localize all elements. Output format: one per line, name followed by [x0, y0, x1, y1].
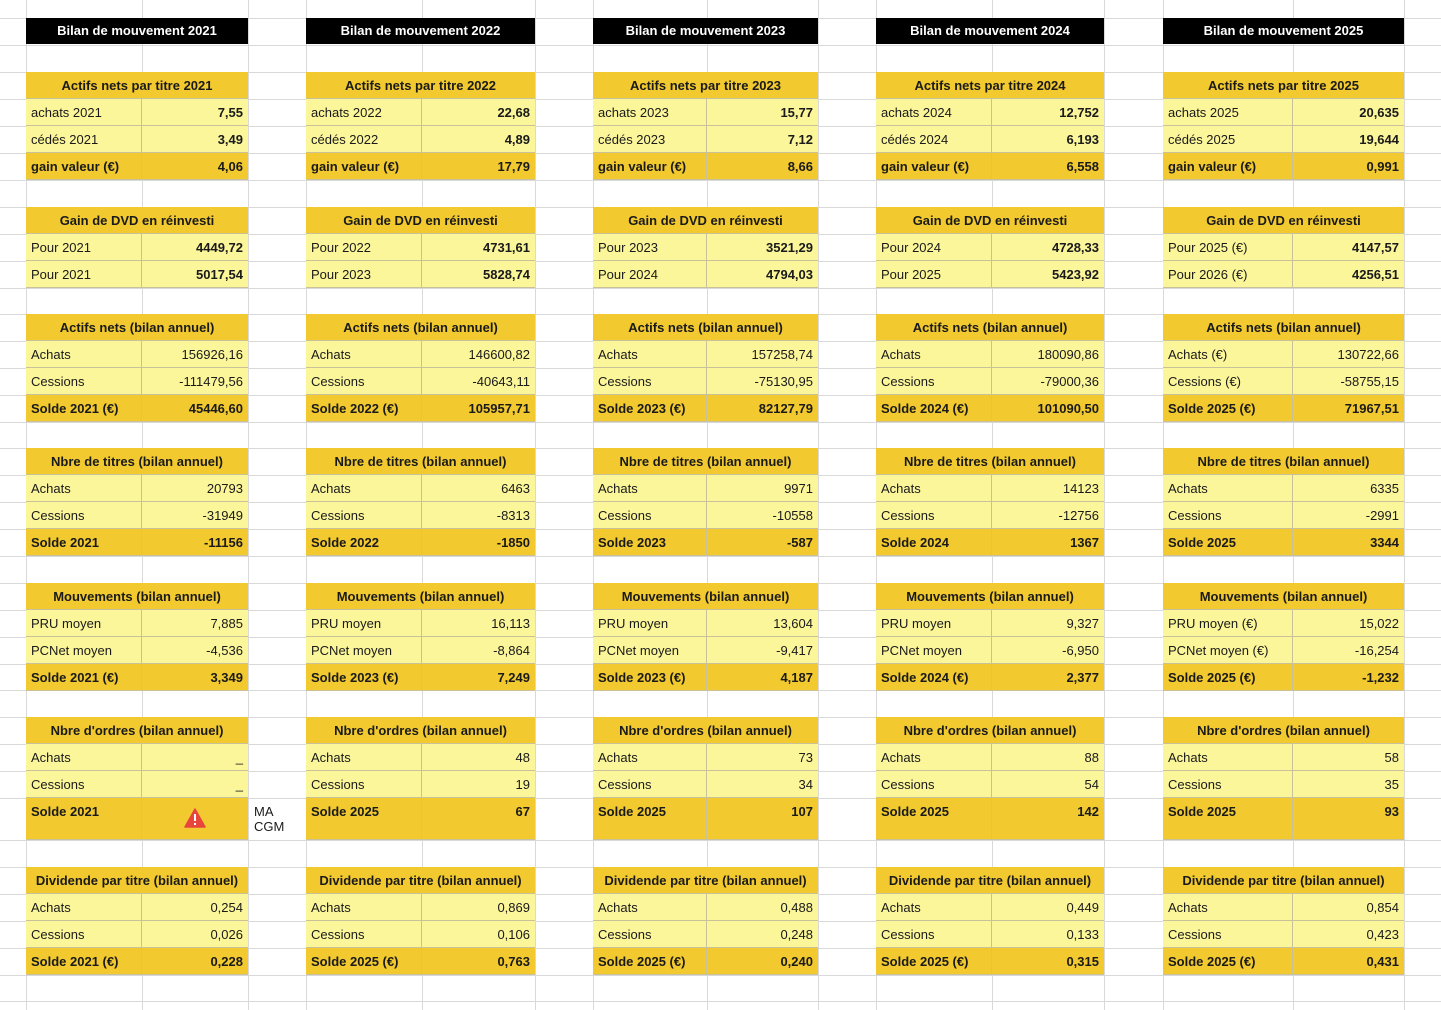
total-value[interactable]: -1850 — [422, 529, 535, 556]
row-value[interactable]: 0,854 — [1293, 894, 1404, 921]
row-label[interactable]: PRU moyen (€) — [1163, 610, 1293, 637]
section-title[interactable]: Dividende par titre (bilan annuel) — [593, 867, 818, 894]
total-label[interactable]: Solde 2024 (€) — [876, 395, 992, 422]
row-value[interactable]: -4,536 — [142, 637, 248, 664]
row-value[interactable]: 6,193 — [992, 126, 1104, 153]
row-value[interactable]: 9971 — [707, 475, 818, 502]
row-value[interactable]: 19 — [422, 771, 535, 798]
section-title[interactable]: Mouvements (bilan annuel) — [1163, 583, 1404, 610]
section-title[interactable]: Actifs nets (bilan annuel) — [593, 314, 818, 341]
section-title[interactable]: Nbre d'ordres (bilan annuel) — [26, 717, 248, 744]
section-title[interactable]: Dividende par titre (bilan annuel) — [26, 867, 248, 894]
row-value[interactable]: 73 — [707, 744, 818, 771]
total-label[interactable]: gain valeur (€) — [593, 153, 707, 180]
row-label[interactable]: Achats — [876, 894, 992, 921]
total-value[interactable]: 4,187 — [707, 664, 818, 691]
row-label[interactable]: Cessions — [306, 771, 422, 798]
row-value[interactable]: 5828,74 — [422, 261, 535, 288]
row-label[interactable]: PCNet moyen — [26, 637, 142, 664]
total-value[interactable]: 3,349 — [142, 664, 248, 691]
row-value[interactable]: 34 — [707, 771, 818, 798]
total-label[interactable]: Solde 2023 (€) — [593, 395, 707, 422]
row-label[interactable]: achats 2021 — [26, 99, 142, 126]
total-label[interactable]: Solde 2025 — [1163, 798, 1293, 840]
row-label[interactable]: Achats — [593, 475, 707, 502]
row-label[interactable]: Achats — [26, 744, 142, 771]
section-title[interactable]: Nbre d'ordres (bilan annuel) — [1163, 717, 1404, 744]
row-label[interactable]: Achats — [306, 744, 422, 771]
table-header[interactable]: Bilan de mouvement 2023 — [593, 18, 818, 44]
total-label[interactable]: Solde 2025 — [1163, 529, 1293, 556]
row-label[interactable]: Achats — [593, 744, 707, 771]
section-title[interactable]: Nbre de titres (bilan annuel) — [593, 448, 818, 475]
total-label[interactable]: gain valeur (€) — [26, 153, 142, 180]
total-label[interactable]: Solde 2025 (€) — [1163, 395, 1293, 422]
total-label[interactable]: Solde 2025 (€) — [1163, 664, 1293, 691]
row-value[interactable]: -75130,95 — [707, 368, 818, 395]
section-title[interactable]: Mouvements (bilan annuel) — [876, 583, 1104, 610]
section-title[interactable]: Mouvements (bilan annuel) — [26, 583, 248, 610]
row-value[interactable]: 180090,86 — [992, 341, 1104, 368]
row-label[interactable]: cédés 2025 — [1163, 126, 1293, 153]
section-title[interactable]: Dividende par titre (bilan annuel) — [876, 867, 1104, 894]
row-value[interactable]: 146600,82 — [422, 341, 535, 368]
total-value[interactable]: 6,558 — [992, 153, 1104, 180]
row-value[interactable]: 88 — [992, 744, 1104, 771]
row-label[interactable]: Cessions — [26, 368, 142, 395]
row-label[interactable]: achats 2025 — [1163, 99, 1293, 126]
row-value[interactable]: 35 — [1293, 771, 1404, 798]
total-value[interactable]: 2,377 — [992, 664, 1104, 691]
table-header[interactable]: Bilan de mouvement 2022 — [306, 18, 535, 44]
row-label[interactable]: Achats — [306, 475, 422, 502]
warning-icon[interactable] — [184, 808, 206, 828]
row-value[interactable]: -16,254 — [1293, 637, 1404, 664]
section-title[interactable]: Actifs nets par titre 2022 — [306, 72, 535, 99]
row-label[interactable]: Cessions — [593, 921, 707, 948]
row-value[interactable]: 7,12 — [707, 126, 818, 153]
row-label[interactable]: PCNet moyen — [306, 637, 422, 664]
total-value[interactable]: 0,991 — [1293, 153, 1404, 180]
row-value[interactable]: 6335 — [1293, 475, 1404, 502]
row-value[interactable]: 156926,16 — [142, 341, 248, 368]
section-title[interactable]: Actifs nets par titre 2024 — [876, 72, 1104, 99]
row-value[interactable]: 130722,66 — [1293, 341, 1404, 368]
total-label[interactable]: Solde 2025 — [876, 798, 992, 840]
table-header[interactable]: Bilan de mouvement 2021 — [26, 18, 248, 44]
row-value[interactable]: 6463 — [422, 475, 535, 502]
total-label[interactable]: Solde 2025 (€) — [1163, 948, 1293, 975]
total-value[interactable]: -587 — [707, 529, 818, 556]
section-title[interactable]: Gain de DVD en réinvesti — [26, 207, 248, 234]
total-label[interactable]: Solde 2021 — [26, 798, 142, 840]
section-title[interactable]: Dividende par titre (bilan annuel) — [1163, 867, 1404, 894]
section-title[interactable]: Nbre d'ordres (bilan annuel) — [876, 717, 1104, 744]
row-label[interactable]: Cessions — [26, 502, 142, 529]
section-title[interactable]: Actifs nets par titre 2021 — [26, 72, 248, 99]
section-title[interactable]: Nbre de titres (bilan annuel) — [26, 448, 248, 475]
row-label[interactable]: Achats — [306, 341, 422, 368]
total-value[interactable]: -11156 — [142, 529, 248, 556]
section-title[interactable]: Dividende par titre (bilan annuel) — [306, 867, 535, 894]
total-label[interactable]: Solde 2025 (€) — [593, 948, 707, 975]
row-label[interactable]: PRU moyen — [593, 610, 707, 637]
section-title[interactable]: Actifs nets par titre 2025 — [1163, 72, 1404, 99]
row-label[interactable]: cédés 2022 — [306, 126, 422, 153]
total-label[interactable]: Solde 2025 (€) — [306, 948, 422, 975]
row-value[interactable]: -6,950 — [992, 637, 1104, 664]
total-label[interactable]: Solde 2021 (€) — [26, 948, 142, 975]
row-label[interactable]: Pour 2021 — [26, 261, 142, 288]
row-value[interactable]: 5423,92 — [992, 261, 1104, 288]
row-label[interactable]: cédés 2021 — [26, 126, 142, 153]
row-value[interactable]: 20,635 — [1293, 99, 1404, 126]
row-value[interactable]: 0,248 — [707, 921, 818, 948]
row-label[interactable]: Pour 2024 — [593, 261, 707, 288]
total-value[interactable]: 82127,79 — [707, 395, 818, 422]
total-label[interactable]: Solde 2021 (€) — [26, 395, 142, 422]
row-value[interactable]: 0,106 — [422, 921, 535, 948]
total-value[interactable]: 67 — [422, 798, 535, 840]
total-value[interactable]: 142 — [992, 798, 1104, 840]
total-label[interactable]: Solde 2025 — [306, 798, 422, 840]
section-title[interactable]: Actifs nets (bilan annuel) — [26, 314, 248, 341]
row-value[interactable]: 5017,54 — [142, 261, 248, 288]
section-title[interactable]: Gain de DVD en réinvesti — [306, 207, 535, 234]
row-label[interactable]: Cessions — [876, 368, 992, 395]
total-value[interactable]: 105957,71 — [422, 395, 535, 422]
row-value[interactable]: 7,885 — [142, 610, 248, 637]
row-label[interactable]: Achats — [876, 475, 992, 502]
total-value[interactable]: -1,232 — [1293, 664, 1404, 691]
total-value[interactable]: 71967,51 — [1293, 395, 1404, 422]
total-label[interactable]: Solde 2021 (€) — [26, 664, 142, 691]
total-label[interactable]: gain valeur (€) — [1163, 153, 1293, 180]
row-value[interactable]: -31949 — [142, 502, 248, 529]
row-value[interactable]: -2991 — [1293, 502, 1404, 529]
row-label[interactable]: Achats — [26, 894, 142, 921]
row-label[interactable]: Cessions — [593, 771, 707, 798]
row-value[interactable]: _ — [142, 771, 248, 798]
total-value[interactable]: 101090,50 — [992, 395, 1104, 422]
section-title[interactable]: Gain de DVD en réinvesti — [593, 207, 818, 234]
section-title[interactable]: Nbre de titres (bilan annuel) — [1163, 448, 1404, 475]
row-label[interactable]: PCNet moyen (€) — [1163, 637, 1293, 664]
row-value[interactable]: 20793 — [142, 475, 248, 502]
row-label[interactable]: Achats — [1163, 894, 1293, 921]
row-label[interactable]: achats 2023 — [593, 99, 707, 126]
row-value[interactable]: 0,133 — [992, 921, 1104, 948]
total-value[interactable]: 93 — [1293, 798, 1404, 840]
total-value[interactable] — [142, 798, 248, 840]
row-label[interactable]: PRU moyen — [876, 610, 992, 637]
section-title[interactable]: Nbre de titres (bilan annuel) — [876, 448, 1104, 475]
row-value[interactable]: 22,68 — [422, 99, 535, 126]
row-value[interactable]: -8,864 — [422, 637, 535, 664]
row-label[interactable]: Achats — [876, 341, 992, 368]
row-label[interactable]: Cessions — [593, 502, 707, 529]
total-label[interactable]: Solde 2025 — [593, 798, 707, 840]
row-value[interactable]: _ — [142, 744, 248, 771]
row-label[interactable]: Achats — [876, 744, 992, 771]
row-value[interactable]: 13,604 — [707, 610, 818, 637]
row-value[interactable]: 4449,72 — [142, 234, 248, 261]
row-label[interactable]: PCNet moyen — [593, 637, 707, 664]
row-label[interactable]: Achats (€) — [1163, 341, 1293, 368]
section-title[interactable]: Actifs nets (bilan annuel) — [876, 314, 1104, 341]
section-title[interactable]: Gain de DVD en réinvesti — [876, 207, 1104, 234]
total-value[interactable]: 0,315 — [992, 948, 1104, 975]
row-label[interactable]: Cessions — [306, 368, 422, 395]
section-title[interactable]: Nbre d'ordres (bilan annuel) — [306, 717, 535, 744]
row-label[interactable]: Achats — [593, 341, 707, 368]
row-value[interactable]: 0,488 — [707, 894, 818, 921]
section-title[interactable]: Mouvements (bilan annuel) — [593, 583, 818, 610]
row-value[interactable]: 48 — [422, 744, 535, 771]
row-value[interactable]: -58755,15 — [1293, 368, 1404, 395]
row-label[interactable]: Cessions — [1163, 502, 1293, 529]
row-value[interactable]: 58 — [1293, 744, 1404, 771]
total-label[interactable]: Solde 2024 (€) — [876, 664, 992, 691]
total-label[interactable]: Solde 2025 (€) — [876, 948, 992, 975]
section-title[interactable]: Actifs nets par titre 2023 — [593, 72, 818, 99]
row-value[interactable]: -79000,36 — [992, 368, 1104, 395]
row-value[interactable]: -8313 — [422, 502, 535, 529]
section-title[interactable]: Actifs nets (bilan annuel) — [306, 314, 535, 341]
total-label[interactable]: Solde 2023 (€) — [593, 664, 707, 691]
total-label[interactable]: Solde 2022 (€) — [306, 395, 422, 422]
row-value[interactable]: 4147,57 — [1293, 234, 1404, 261]
total-value[interactable]: 7,249 — [422, 664, 535, 691]
row-value[interactable]: 4256,51 — [1293, 261, 1404, 288]
row-value[interactable]: -40643,11 — [422, 368, 535, 395]
row-value[interactable]: -10558 — [707, 502, 818, 529]
row-label[interactable]: Achats — [593, 894, 707, 921]
row-value[interactable]: 4731,61 — [422, 234, 535, 261]
total-value[interactable]: 1367 — [992, 529, 1104, 556]
row-value[interactable]: -12756 — [992, 502, 1104, 529]
row-label[interactable]: Pour 2023 — [593, 234, 707, 261]
row-value[interactable]: 15,77 — [707, 99, 818, 126]
table-header[interactable]: Bilan de mouvement 2025 — [1163, 18, 1404, 44]
total-label[interactable]: Solde 2021 — [26, 529, 142, 556]
total-value[interactable]: 45446,60 — [142, 395, 248, 422]
row-label[interactable]: Pour 2022 — [306, 234, 422, 261]
row-value[interactable]: 0,423 — [1293, 921, 1404, 948]
row-label[interactable]: Pour 2025 — [876, 261, 992, 288]
total-label[interactable]: Solde 2022 — [306, 529, 422, 556]
row-label[interactable]: PRU moyen — [306, 610, 422, 637]
row-label[interactable]: cédés 2024 — [876, 126, 992, 153]
row-label[interactable]: Achats — [306, 894, 422, 921]
row-value[interactable]: 0,869 — [422, 894, 535, 921]
row-value[interactable]: 14123 — [992, 475, 1104, 502]
row-value[interactable]: 15,022 — [1293, 610, 1404, 637]
row-label[interactable]: Achats — [26, 341, 142, 368]
section-title[interactable]: Nbre de titres (bilan annuel) — [306, 448, 535, 475]
row-label[interactable]: Achats — [1163, 744, 1293, 771]
row-label[interactable]: Pour 2025 (€) — [1163, 234, 1293, 261]
total-value[interactable]: 0,240 — [707, 948, 818, 975]
total-label[interactable]: Solde 2024 — [876, 529, 992, 556]
row-value[interactable]: 54 — [992, 771, 1104, 798]
row-label[interactable]: Pour 2021 — [26, 234, 142, 261]
row-value[interactable]: 4,89 — [422, 126, 535, 153]
row-label[interactable]: Cessions (€) — [1163, 368, 1293, 395]
row-value[interactable]: 16,113 — [422, 610, 535, 637]
row-label[interactable]: Cessions — [306, 921, 422, 948]
row-value[interactable]: 9,327 — [992, 610, 1104, 637]
total-value[interactable]: 0,431 — [1293, 948, 1404, 975]
row-label[interactable]: Cessions — [1163, 921, 1293, 948]
row-label[interactable]: Cessions — [593, 368, 707, 395]
table-header[interactable]: Bilan de mouvement 2024 — [876, 18, 1104, 44]
row-label[interactable]: Cessions — [876, 921, 992, 948]
row-label[interactable]: PCNet moyen — [876, 637, 992, 664]
row-value[interactable]: 7,55 — [142, 99, 248, 126]
row-label[interactable]: cédés 2023 — [593, 126, 707, 153]
row-label[interactable]: Pour 2026 (€) — [1163, 261, 1293, 288]
row-value[interactable]: 0,254 — [142, 894, 248, 921]
total-value[interactable]: 0,763 — [422, 948, 535, 975]
total-label[interactable]: gain valeur (€) — [306, 153, 422, 180]
row-label[interactable]: Pour 2024 — [876, 234, 992, 261]
row-value[interactable]: 4794,03 — [707, 261, 818, 288]
row-label[interactable]: Achats — [26, 475, 142, 502]
section-title[interactable]: Gain de DVD en réinvesti — [1163, 207, 1404, 234]
row-value[interactable]: 19,644 — [1293, 126, 1404, 153]
row-label[interactable]: achats 2024 — [876, 99, 992, 126]
row-label[interactable]: Cessions — [306, 502, 422, 529]
row-value[interactable]: -111479,56 — [142, 368, 248, 395]
row-label[interactable]: Cessions — [26, 771, 142, 798]
row-value[interactable]: 157258,74 — [707, 341, 818, 368]
total-value[interactable]: 8,66 — [707, 153, 818, 180]
total-label[interactable]: gain valeur (€) — [876, 153, 992, 180]
total-label[interactable]: Solde 2023 (€) — [306, 664, 422, 691]
total-value[interactable]: 17,79 — [422, 153, 535, 180]
row-value[interactable]: 3,49 — [142, 126, 248, 153]
row-value[interactable]: -9,417 — [707, 637, 818, 664]
section-title[interactable]: Mouvements (bilan annuel) — [306, 583, 535, 610]
row-value[interactable]: 4728,33 — [992, 234, 1104, 261]
row-label[interactable]: Achats — [1163, 475, 1293, 502]
row-value[interactable]: 0,026 — [142, 921, 248, 948]
row-label[interactable]: achats 2022 — [306, 99, 422, 126]
side-note[interactable]: MA CGM — [254, 804, 285, 834]
total-value[interactable]: 4,06 — [142, 153, 248, 180]
row-value[interactable]: 12,752 — [992, 99, 1104, 126]
section-title[interactable]: Actifs nets (bilan annuel) — [1163, 314, 1404, 341]
row-label[interactable]: Cessions — [26, 921, 142, 948]
row-value[interactable]: 3521,29 — [707, 234, 818, 261]
total-value[interactable]: 0,228 — [142, 948, 248, 975]
total-label[interactable]: Solde 2023 — [593, 529, 707, 556]
row-label[interactable]: Cessions — [1163, 771, 1293, 798]
row-label[interactable]: Pour 2023 — [306, 261, 422, 288]
total-value[interactable]: 107 — [707, 798, 818, 840]
section-title[interactable]: Nbre d'ordres (bilan annuel) — [593, 717, 818, 744]
total-value[interactable]: 3344 — [1293, 529, 1404, 556]
row-label[interactable]: Cessions — [876, 502, 992, 529]
row-label[interactable]: PRU moyen — [26, 610, 142, 637]
row-value[interactable]: 0,449 — [992, 894, 1104, 921]
row-label[interactable]: Cessions — [876, 771, 992, 798]
